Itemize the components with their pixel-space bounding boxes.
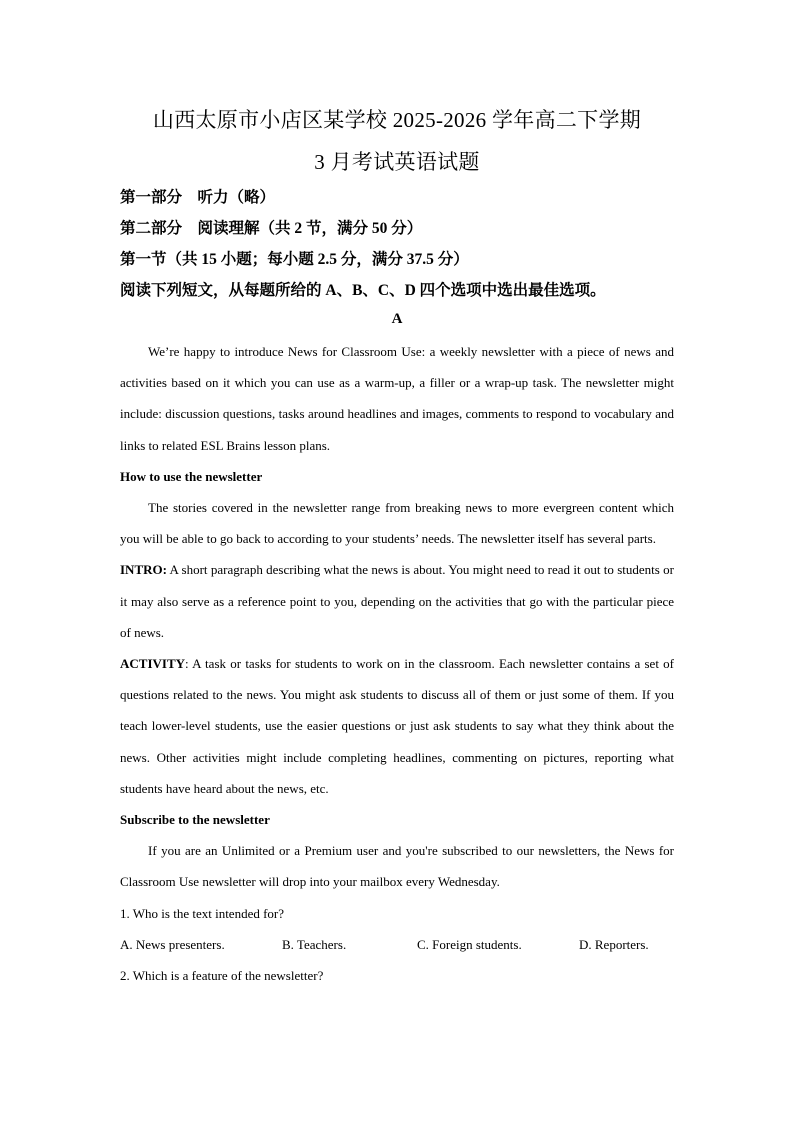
question-options	[120, 929, 674, 960]
intro-paragraph: We’re happy to introduce News for Classroom Use: a weekly newsletter with a piece of news and activities based on it which you can use as a warm-up, a filler or a wrap-up task. The newsletter might include: discussion questions, tasks around headlines and images, comments to respond to vocabulary and links to related ESL Brains lesson plans.	[120, 344, 674, 453]
option-c: C. Foreign students.	[417, 936, 522, 952]
document-subtitle: 3 月考试英语试题	[314, 150, 480, 174]
passage-body	[120, 336, 674, 991]
section-one-heading: 第一节（共 15 小题；每小题 2.5 分，满分 37.5 分）	[120, 251, 469, 268]
subscribe-paragraph: If you are an Unlimited or a Premium user and you're subscribed to our newsletters, the News for Classroom Use newsletter will drop into your mailbox every Wednesday.	[120, 843, 674, 890]
part-two-heading: 第二部分 阅读理解（共 2 节，满分 50 分）	[120, 220, 423, 237]
option-b: B. Teachers.	[282, 936, 347, 952]
intro-part-paragraph	[120, 554, 674, 648]
intro-part-label: INTRO:	[120, 562, 167, 578]
how-to-use-heading: How to use the newsletter	[120, 468, 263, 484]
activity-paragraph	[120, 648, 674, 804]
question-stem: 2. Which is a feature of the newsletter?	[120, 968, 324, 984]
activity-text: : A task or tasks for students to work on in the classroom. Each newsletter contains a set of questions related to the news. You might ask students to discuss all of them or just some of them. If you teach lower-level students, use the easier questions or just ask students to say what they think about the news. Other activities might include completing headlines, commenting on pictures, reporting what students have heard about the news, etc.	[120, 656, 674, 796]
document-title: 山西太原市小店区某学校 2025-2026 学年高二下学期	[152, 108, 642, 132]
passage-label: A	[391, 311, 403, 327]
question-stem: 1. Who is the text intended for?	[120, 905, 285, 921]
part-one-heading: 第一部分 听力（略）	[120, 189, 276, 206]
instructions: 阅读下列短文，从每题所给的 A、B、C、D 四个选项中选出最佳选项。	[120, 282, 606, 299]
subscribe-heading: Subscribe to the newsletter	[120, 812, 270, 828]
option-a: A. News presenters.	[120, 936, 225, 952]
intro-part-text: A short paragraph describing what the news is about. You might need to read it out to students or it may also serve as a reference point to you, depending on the activities that go with the particular piece of news.	[120, 562, 674, 640]
activity-label: ACTIVITY	[120, 656, 186, 672]
option-d: D. Reporters.	[579, 936, 649, 952]
how-to-use-paragraph: The stories covered in the newsletter range from breaking news to more evergreen content which you will be able to go back to according to your students’ needs. The newsletter itself has several parts.	[120, 500, 674, 547]
